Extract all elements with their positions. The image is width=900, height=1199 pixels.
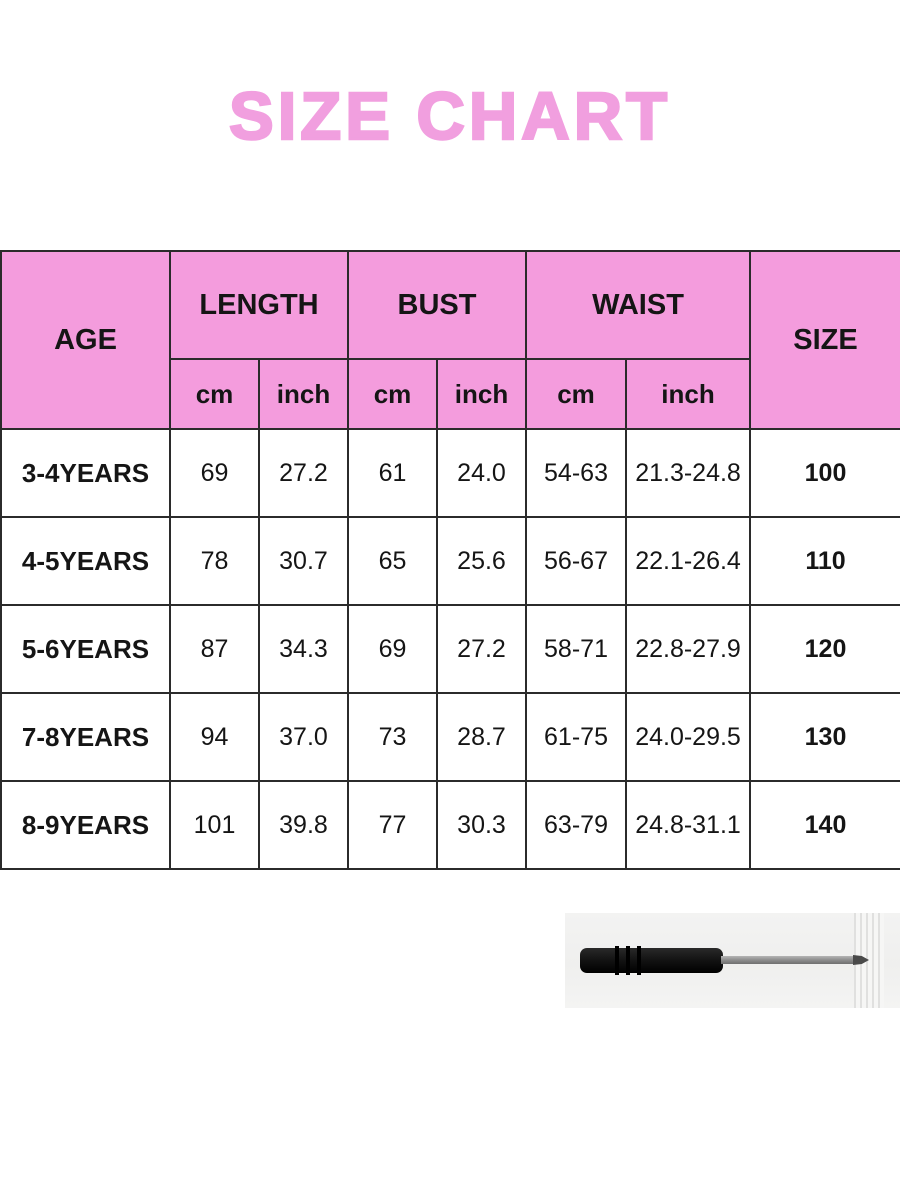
cell-bust-inch: 25.6 <box>437 517 526 605</box>
cell-waist-inch: 21.3-24.8 <box>626 429 750 517</box>
cell-length-cm: 69 <box>170 429 259 517</box>
cell-waist-inch: 24.8-31.1 <box>626 781 750 869</box>
table-row <box>1 605 900 693</box>
header-length: LENGTH <box>170 251 348 359</box>
cell-length-cm: 87 <box>170 605 259 693</box>
screwdriver-handle <box>580 948 723 973</box>
header-age: AGE <box>1 251 170 429</box>
screwdriver-grip-ridges <box>608 946 648 975</box>
cell-bust-inch: 27.2 <box>437 605 526 693</box>
header-size: SIZE <box>750 251 900 429</box>
cell-size: 120 <box>750 605 900 693</box>
table-row <box>1 517 900 605</box>
header-unit-waist-cm: cm <box>526 359 626 429</box>
cell-bust-cm: 77 <box>348 781 437 869</box>
cell-bust-cm: 69 <box>348 605 437 693</box>
table-row <box>1 781 900 869</box>
cell-waist-inch: 24.0-29.5 <box>626 693 750 781</box>
cell-waist-cm: 56-67 <box>526 517 626 605</box>
header-unit-bust-inch: inch <box>437 359 526 429</box>
size-table-body <box>1 429 900 869</box>
cell-bust-cm: 61 <box>348 429 437 517</box>
cell-bust-cm: 73 <box>348 693 437 781</box>
cell-age: 7-8YEARS <box>1 693 170 781</box>
cell-bust-inch: 24.0 <box>437 429 526 517</box>
header-unit-bust-cm: cm <box>348 359 437 429</box>
cell-bust-cm: 65 <box>348 517 437 605</box>
cell-length-inch: 27.2 <box>259 429 348 517</box>
cell-waist-cm: 61-75 <box>526 693 626 781</box>
cell-waist-inch: 22.1-26.4 <box>626 517 750 605</box>
cell-size: 110 <box>750 517 900 605</box>
cell-length-cm: 101 <box>170 781 259 869</box>
table-row <box>1 693 900 781</box>
cell-length-cm: 94 <box>170 693 259 781</box>
header-unit-waist-inch: inch <box>626 359 750 429</box>
cell-waist-cm: 58-71 <box>526 605 626 693</box>
cell-length-inch: 39.8 <box>259 781 348 869</box>
cell-length-inch: 37.0 <box>259 693 348 781</box>
cell-size: 100 <box>750 429 900 517</box>
header-waist: WAIST <box>526 251 750 359</box>
header-group-row <box>1 251 900 359</box>
header-unit-length-inch: inch <box>259 359 348 429</box>
cell-waist-cm: 63-79 <box>526 781 626 869</box>
size-table-header <box>1 251 900 429</box>
cell-waist-inch: 22.8-27.9 <box>626 605 750 693</box>
cell-waist-cm: 54-63 <box>526 429 626 517</box>
screwdriver-shaft <box>721 956 855 964</box>
cell-length-inch: 30.7 <box>259 517 348 605</box>
cell-bust-inch: 30.3 <box>437 781 526 869</box>
ziplock-bag <box>565 913 900 1008</box>
table-row <box>1 429 900 517</box>
header-unit-length-cm: cm <box>170 359 259 429</box>
cell-length-cm: 78 <box>170 517 259 605</box>
product-photo-screwdriver <box>565 913 900 1008</box>
cell-age: 8-9YEARS <box>1 781 170 869</box>
cell-age: 4-5YEARS <box>1 517 170 605</box>
cell-bust-inch: 28.7 <box>437 693 526 781</box>
cell-size: 140 <box>750 781 900 869</box>
page-title: SIZE CHART <box>229 79 671 154</box>
cell-length-inch: 34.3 <box>259 605 348 693</box>
header-bust: BUST <box>348 251 526 359</box>
cell-size: 130 <box>750 693 900 781</box>
cell-age: 3-4YEARS <box>1 429 170 517</box>
cell-age: 5-6YEARS <box>1 605 170 693</box>
size-table <box>0 250 900 870</box>
